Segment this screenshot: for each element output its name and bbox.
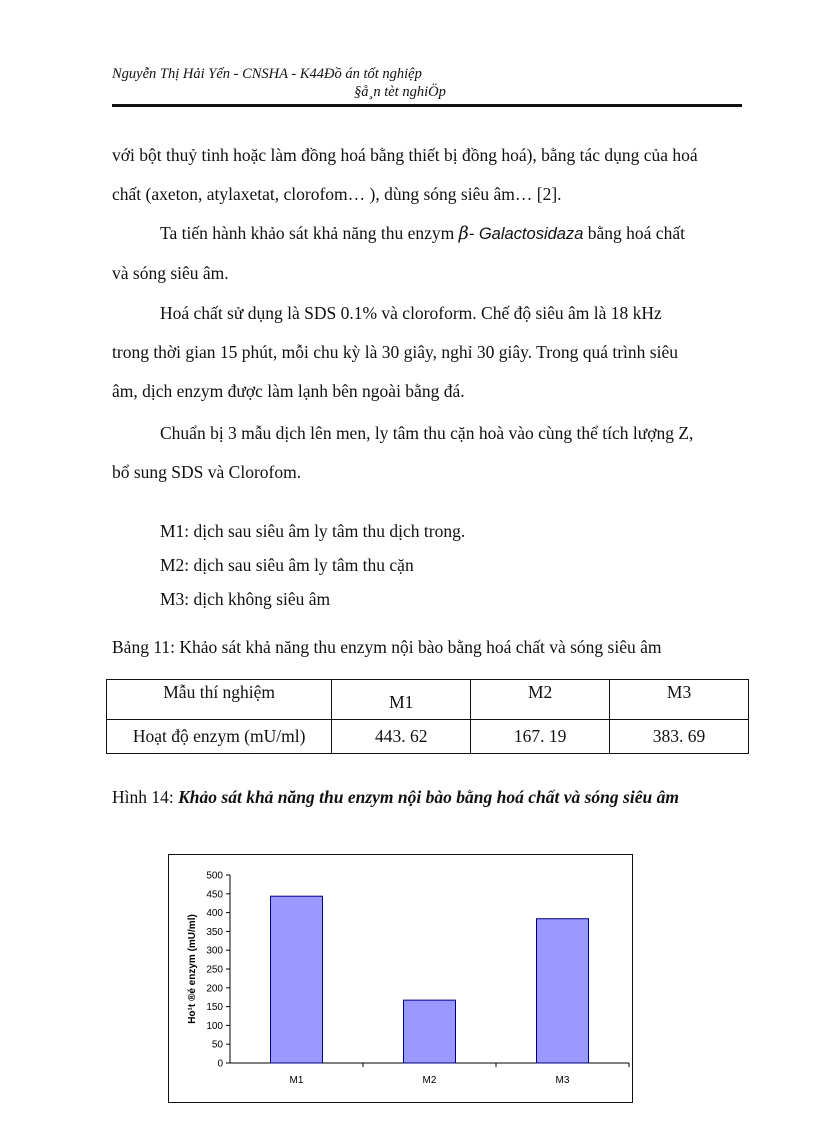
table-header-cell: M3 <box>610 680 749 720</box>
table-row-label: Hoạt độ enzym (mU/ml) <box>107 720 332 754</box>
table-header-row <box>107 680 749 720</box>
figure-caption <box>112 787 679 808</box>
sample-m3-description: M3: dịch không siêu âm <box>160 589 331 609</box>
paragraph-2-text: Ta tiến hành khảo sát khả năng thu enzym <box>160 223 459 243</box>
enzyme-name: - Galactosidaza <box>468 225 584 243</box>
paragraph-4-line-1: Chuẩn bị 3 mẫu dịch lên men, ly tâm thu cặn hoà vào cùng thể tích lượng Z, <box>160 423 694 443</box>
table-header-cell: Mẫu thí nghiệm <box>107 680 332 720</box>
y-tick-label: 350 <box>206 926 223 938</box>
paragraph-1 <box>112 136 742 214</box>
y-tick-label: 50 <box>211 1039 223 1051</box>
beta-symbol: β <box>458 224 469 244</box>
y-tick-label: 400 <box>206 908 223 920</box>
bar <box>404 1000 456 1063</box>
y-tick-label: 150 <box>206 1002 223 1014</box>
paragraph-2 <box>112 214 742 293</box>
table-cell: 167. 19 <box>471 720 610 754</box>
paragraph-1-line-2: chất (axeton, atylaxetat, clorofom… ), dùng sóng siêu âm… [2]. <box>112 184 562 204</box>
y-tick-label: 100 <box>206 1020 223 1032</box>
paragraph-2-line-2: và sóng siêu âm. <box>112 263 229 283</box>
enzyme-activity-table <box>106 679 749 754</box>
paragraph-3-line-3: âm, dịch enzym được làm lạnh bên ngoài bằng đá. <box>112 381 465 401</box>
x-tick-label: M1 <box>289 1075 304 1086</box>
y-tick-label: 0 <box>217 1058 223 1070</box>
y-axis-label: Ho¹t ®é enzym (mU/ml) <box>187 914 198 1024</box>
figure-caption-title: Khảo sát khả năng thu enzym nội bào bằng hoá chất và sóng siêu âm <box>178 787 679 807</box>
paragraph-4-line-2: bổ sung SDS và Clorofom. <box>112 462 302 482</box>
sample-m1-description: M1: dịch sau siêu âm ly tâm thu dịch trong. <box>160 521 466 541</box>
paragraph-3 <box>112 294 742 411</box>
paragraph-3-line-1: Hoá chất sử dụng là SDS 0.1% và cloroform. Chế độ siêu âm là 18 kHz <box>160 303 662 323</box>
table-caption: Bảng 11: Khảo sát khả năng thu enzym nội bào bằng hoá chất và sóng siêu âm <box>112 637 662 657</box>
y-tick-label: 500 <box>206 870 223 882</box>
table-header-cell: M1 <box>332 680 471 720</box>
x-tick-label: M2 <box>422 1075 437 1086</box>
y-tick-label: 300 <box>206 945 223 957</box>
figure-caption-prefix: Hình 14: <box>112 787 179 807</box>
table-header-cell: M2 <box>471 680 610 720</box>
y-tick-label: 200 <box>206 983 223 995</box>
y-tick-label: 450 <box>206 889 223 901</box>
enzyme-activity-chart <box>168 854 633 1103</box>
paragraph-2-tail: bằng hoá chất <box>583 223 685 243</box>
running-header-title: §å¸n tèt nghiÖp <box>354 84 446 100</box>
sample-m2-description: M2: dịch sau siêu âm ly tâm thu cặn <box>160 555 414 575</box>
bar <box>271 896 323 1063</box>
header-rule <box>112 104 742 107</box>
table-row <box>107 720 749 754</box>
table-cell: 383. 69 <box>610 720 749 754</box>
paragraph-3-line-2: trong thời gian 15 phút, mỗi chu kỳ là 30 giây, nghỉ 30 giây. Trong quá trình siêu <box>112 342 678 362</box>
paragraph-4 <box>112 414 742 492</box>
bar <box>537 919 589 1063</box>
table-cell: 443. 62 <box>332 720 471 754</box>
running-header-author: Nguyễn Thị Hải Yến - CNSHA - K44Đồ án tốt nghiệp <box>112 66 422 82</box>
chart-canvas <box>169 855 632 1102</box>
paragraph-1-line-1: với bột thuỷ tinh hoặc làm đồng hoá bằng thiết bị đồng hoá), bằng tác dụng của hoá <box>112 145 698 165</box>
x-tick-label: M3 <box>555 1075 570 1086</box>
y-tick-label: 250 <box>206 964 223 976</box>
